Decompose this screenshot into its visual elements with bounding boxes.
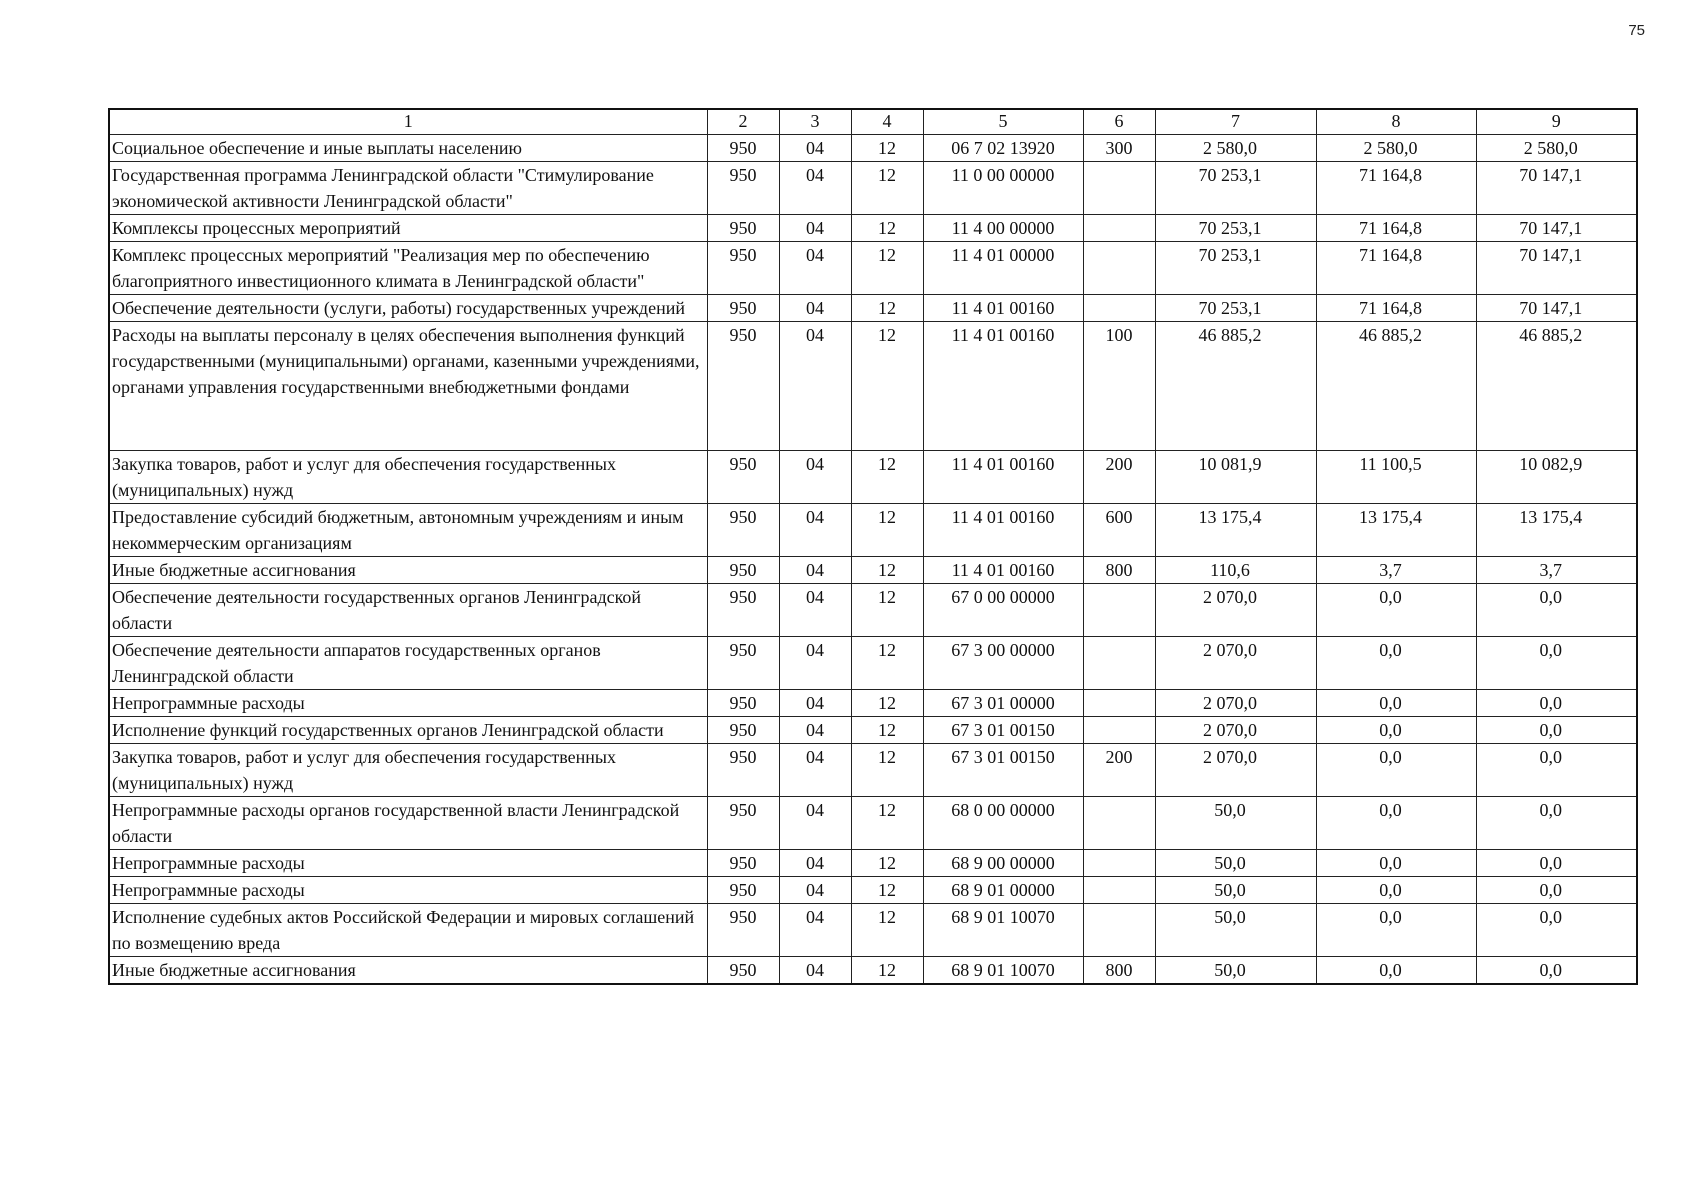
table-row <box>109 877 1637 904</box>
cell-col-5: 68 9 01 10070 <box>923 904 1083 957</box>
cell-col-7: 70 253,1 <box>1155 295 1316 322</box>
page-number: 75 <box>1628 22 1645 39</box>
cell-col-5: 11 4 01 00000 <box>923 242 1083 295</box>
column-header: 6 <box>1083 109 1155 135</box>
cell-col-7: 2 070,0 <box>1155 717 1316 744</box>
cell-col-6 <box>1083 584 1155 637</box>
cell-col-3: 04 <box>779 850 851 877</box>
table-row <box>109 215 1637 242</box>
cell-col-6: 600 <box>1083 504 1155 557</box>
cell-col-2: 950 <box>707 690 779 717</box>
cell-name: Исполнение функций государственных органов Ленинградской области <box>109 717 707 744</box>
cell-col-5: 68 9 00 00000 <box>923 850 1083 877</box>
cell-name: Иные бюджетные ассигнования <box>109 957 707 985</box>
cell-col-4: 12 <box>851 850 923 877</box>
cell-col-8: 0,0 <box>1316 904 1476 957</box>
cell-col-5: 11 4 01 00160 <box>923 557 1083 584</box>
cell-col-9: 2 580,0 <box>1476 135 1637 162</box>
cell-col-8: 2 580,0 <box>1316 135 1476 162</box>
cell-col-2: 950 <box>707 451 779 504</box>
cell-name: Непрограммные расходы <box>109 877 707 904</box>
cell-col-5: 68 9 01 00000 <box>923 877 1083 904</box>
cell-col-8: 0,0 <box>1316 957 1476 985</box>
cell-col-9: 70 147,1 <box>1476 162 1637 215</box>
cell-name: Иные бюджетные ассигнования <box>109 557 707 584</box>
cell-col-4: 12 <box>851 797 923 850</box>
cell-col-8: 0,0 <box>1316 717 1476 744</box>
cell-col-3: 04 <box>779 690 851 717</box>
cell-col-4: 12 <box>851 877 923 904</box>
cell-col-2: 950 <box>707 957 779 985</box>
cell-col-7: 50,0 <box>1155 797 1316 850</box>
cell-col-8: 0,0 <box>1316 744 1476 797</box>
cell-col-7: 2 070,0 <box>1155 584 1316 637</box>
cell-col-8: 71 164,8 <box>1316 162 1476 215</box>
cell-col-3: 04 <box>779 162 851 215</box>
cell-name: Обеспечение деятельности аппаратов государственных органов Ленинградской области <box>109 637 707 690</box>
cell-col-8: 3,7 <box>1316 557 1476 584</box>
cell-col-2: 950 <box>707 637 779 690</box>
cell-col-4: 12 <box>851 504 923 557</box>
cell-col-4: 12 <box>851 904 923 957</box>
cell-col-4: 12 <box>851 242 923 295</box>
cell-col-2: 950 <box>707 744 779 797</box>
cell-name: Предоставление субсидий бюджетным, автономным учреждениям и иным некоммерческим организациям <box>109 504 707 557</box>
budget-table <box>108 108 1638 985</box>
cell-col-2: 950 <box>707 877 779 904</box>
table-row <box>109 295 1637 322</box>
cell-col-2: 950 <box>707 904 779 957</box>
cell-col-7: 50,0 <box>1155 850 1316 877</box>
table-row <box>109 504 1637 557</box>
cell-col-6 <box>1083 637 1155 690</box>
cell-col-3: 04 <box>779 637 851 690</box>
column-header: 7 <box>1155 109 1316 135</box>
cell-name: Закупка товаров, работ и услуг для обеспечения государственных (муниципальных) нужд <box>109 744 707 797</box>
cell-col-9: 13 175,4 <box>1476 504 1637 557</box>
cell-name: Социальное обеспечение и иные выплаты населению <box>109 135 707 162</box>
cell-col-3: 04 <box>779 797 851 850</box>
cell-col-6 <box>1083 797 1155 850</box>
cell-col-4: 12 <box>851 135 923 162</box>
cell-col-3: 04 <box>779 717 851 744</box>
column-header: 8 <box>1316 109 1476 135</box>
cell-col-2: 950 <box>707 242 779 295</box>
cell-col-4: 12 <box>851 451 923 504</box>
cell-col-9: 70 147,1 <box>1476 295 1637 322</box>
cell-col-7: 10 081,9 <box>1155 451 1316 504</box>
cell-col-2: 950 <box>707 557 779 584</box>
cell-col-4: 12 <box>851 957 923 985</box>
cell-col-3: 04 <box>779 215 851 242</box>
column-header: 4 <box>851 109 923 135</box>
cell-name: Расходы на выплаты персоналу в целях обеспечения выполнения функций государственными (муниципальными) органами, казенными учреждениями, органами управления государственными внебюджетными фондами <box>109 322 707 451</box>
column-header: 2 <box>707 109 779 135</box>
cell-col-4: 12 <box>851 690 923 717</box>
cell-col-3: 04 <box>779 877 851 904</box>
cell-col-6: 200 <box>1083 744 1155 797</box>
cell-col-6 <box>1083 690 1155 717</box>
cell-col-9: 0,0 <box>1476 637 1637 690</box>
cell-col-2: 950 <box>707 162 779 215</box>
cell-name: Обеспечение деятельности государственных органов Ленинградской области <box>109 584 707 637</box>
cell-name: Обеспечение деятельности (услуги, работы) государственных учреждений <box>109 295 707 322</box>
cell-col-4: 12 <box>851 295 923 322</box>
cell-col-6 <box>1083 717 1155 744</box>
table-row <box>109 557 1637 584</box>
table-row <box>109 637 1637 690</box>
column-header: 5 <box>923 109 1083 135</box>
cell-col-3: 04 <box>779 295 851 322</box>
cell-col-2: 950 <box>707 717 779 744</box>
cell-name: Государственная программа Ленинградской области "Стимулирование экономической активности Ленинградской области" <box>109 162 707 215</box>
cell-col-8: 71 164,8 <box>1316 215 1476 242</box>
cell-col-4: 12 <box>851 162 923 215</box>
table-row <box>109 850 1637 877</box>
cell-col-6: 300 <box>1083 135 1155 162</box>
cell-col-2: 950 <box>707 295 779 322</box>
cell-col-3: 04 <box>779 904 851 957</box>
table-row <box>109 957 1637 985</box>
cell-col-2: 950 <box>707 797 779 850</box>
cell-col-7: 50,0 <box>1155 877 1316 904</box>
table-row <box>109 904 1637 957</box>
cell-col-4: 12 <box>851 744 923 797</box>
cell-name: Закупка товаров, работ и услуг для обеспечения государственных (муниципальных) нужд <box>109 451 707 504</box>
cell-col-5: 67 3 00 00000 <box>923 637 1083 690</box>
cell-col-5: 67 3 01 00000 <box>923 690 1083 717</box>
cell-col-7: 70 253,1 <box>1155 242 1316 295</box>
cell-col-8: 71 164,8 <box>1316 295 1476 322</box>
cell-col-6: 200 <box>1083 451 1155 504</box>
cell-col-6 <box>1083 162 1155 215</box>
cell-col-2: 950 <box>707 215 779 242</box>
cell-col-5: 11 0 00 00000 <box>923 162 1083 215</box>
cell-col-2: 950 <box>707 850 779 877</box>
cell-col-2: 950 <box>707 584 779 637</box>
cell-col-8: 11 100,5 <box>1316 451 1476 504</box>
cell-name: Непрограммные расходы органов государственной власти Ленинградской области <box>109 797 707 850</box>
cell-col-8: 0,0 <box>1316 690 1476 717</box>
cell-col-3: 04 <box>779 957 851 985</box>
cell-col-9: 0,0 <box>1476 850 1637 877</box>
cell-col-3: 04 <box>779 557 851 584</box>
cell-col-7: 2 070,0 <box>1155 690 1316 717</box>
cell-name: Комплекс процессных мероприятий "Реализация мер по обеспечению благоприятного инвестиционного климата в Ленинградской области" <box>109 242 707 295</box>
cell-col-3: 04 <box>779 135 851 162</box>
cell-col-3: 04 <box>779 322 851 451</box>
cell-col-6 <box>1083 877 1155 904</box>
cell-col-4: 12 <box>851 557 923 584</box>
cell-col-5: 06 7 02 13920 <box>923 135 1083 162</box>
cell-col-2: 950 <box>707 504 779 557</box>
cell-col-8: 0,0 <box>1316 637 1476 690</box>
cell-col-8: 0,0 <box>1316 850 1476 877</box>
table-row <box>109 322 1637 451</box>
column-header: 1 <box>109 109 707 135</box>
cell-col-5: 68 9 01 10070 <box>923 957 1083 985</box>
cell-col-5: 67 0 00 00000 <box>923 584 1083 637</box>
cell-col-5: 11 4 01 00160 <box>923 451 1083 504</box>
cell-col-6 <box>1083 242 1155 295</box>
table-row <box>109 717 1637 744</box>
cell-col-9: 0,0 <box>1476 584 1637 637</box>
cell-col-8: 0,0 <box>1316 584 1476 637</box>
table-row <box>109 744 1637 797</box>
cell-col-7: 50,0 <box>1155 904 1316 957</box>
cell-col-4: 12 <box>851 215 923 242</box>
cell-col-2: 950 <box>707 135 779 162</box>
cell-col-2: 950 <box>707 322 779 451</box>
cell-col-3: 04 <box>779 744 851 797</box>
table-row <box>109 584 1637 637</box>
column-header: 3 <box>779 109 851 135</box>
cell-col-3: 04 <box>779 584 851 637</box>
cell-col-7: 110,6 <box>1155 557 1316 584</box>
cell-col-4: 12 <box>851 717 923 744</box>
cell-col-5: 67 3 01 00150 <box>923 717 1083 744</box>
cell-col-9: 70 147,1 <box>1476 215 1637 242</box>
cell-col-5: 11 4 00 00000 <box>923 215 1083 242</box>
cell-col-9: 0,0 <box>1476 717 1637 744</box>
cell-col-6 <box>1083 850 1155 877</box>
cell-col-7: 2 070,0 <box>1155 637 1316 690</box>
cell-col-6: 800 <box>1083 957 1155 985</box>
cell-col-6 <box>1083 904 1155 957</box>
cell-col-5: 68 0 00 00000 <box>923 797 1083 850</box>
cell-col-7: 2 070,0 <box>1155 744 1316 797</box>
cell-col-6 <box>1083 295 1155 322</box>
cell-col-4: 12 <box>851 584 923 637</box>
cell-col-9: 0,0 <box>1476 957 1637 985</box>
cell-col-3: 04 <box>779 242 851 295</box>
cell-col-8: 71 164,8 <box>1316 242 1476 295</box>
cell-col-9: 0,0 <box>1476 877 1637 904</box>
cell-name: Исполнение судебных актов Российской Федерации и мировых соглашений по возмещению вреда <box>109 904 707 957</box>
cell-col-6: 800 <box>1083 557 1155 584</box>
cell-col-8: 0,0 <box>1316 877 1476 904</box>
table-row <box>109 135 1637 162</box>
cell-col-5: 11 4 01 00160 <box>923 295 1083 322</box>
table-row <box>109 690 1637 717</box>
cell-col-4: 12 <box>851 637 923 690</box>
cell-col-9: 46 885,2 <box>1476 322 1637 451</box>
cell-col-7: 46 885,2 <box>1155 322 1316 451</box>
cell-col-9: 70 147,1 <box>1476 242 1637 295</box>
cell-col-9: 0,0 <box>1476 904 1637 957</box>
cell-name: Непрограммные расходы <box>109 690 707 717</box>
cell-col-9: 0,0 <box>1476 797 1637 850</box>
cell-col-7: 70 253,1 <box>1155 162 1316 215</box>
cell-col-5: 11 4 01 00160 <box>923 322 1083 451</box>
cell-name: Комплексы процессных мероприятий <box>109 215 707 242</box>
column-header: 9 <box>1476 109 1637 135</box>
table-row <box>109 451 1637 504</box>
cell-col-9: 0,0 <box>1476 744 1637 797</box>
cell-col-6: 100 <box>1083 322 1155 451</box>
cell-col-5: 11 4 01 00160 <box>923 504 1083 557</box>
cell-col-5: 67 3 01 00150 <box>923 744 1083 797</box>
cell-col-7: 13 175,4 <box>1155 504 1316 557</box>
cell-col-7: 50,0 <box>1155 957 1316 985</box>
cell-col-7: 2 580,0 <box>1155 135 1316 162</box>
header-row <box>109 109 1637 135</box>
table-row <box>109 797 1637 850</box>
cell-col-9: 0,0 <box>1476 690 1637 717</box>
cell-col-7: 70 253,1 <box>1155 215 1316 242</box>
table-row <box>109 162 1637 215</box>
table-body <box>109 135 1637 985</box>
cell-col-3: 04 <box>779 451 851 504</box>
cell-col-3: 04 <box>779 504 851 557</box>
table-row <box>109 242 1637 295</box>
cell-col-6 <box>1083 215 1155 242</box>
cell-col-8: 46 885,2 <box>1316 322 1476 451</box>
cell-col-9: 3,7 <box>1476 557 1637 584</box>
cell-name: Непрограммные расходы <box>109 850 707 877</box>
cell-col-8: 13 175,4 <box>1316 504 1476 557</box>
cell-col-9: 10 082,9 <box>1476 451 1637 504</box>
cell-col-8: 0,0 <box>1316 797 1476 850</box>
cell-col-4: 12 <box>851 322 923 451</box>
